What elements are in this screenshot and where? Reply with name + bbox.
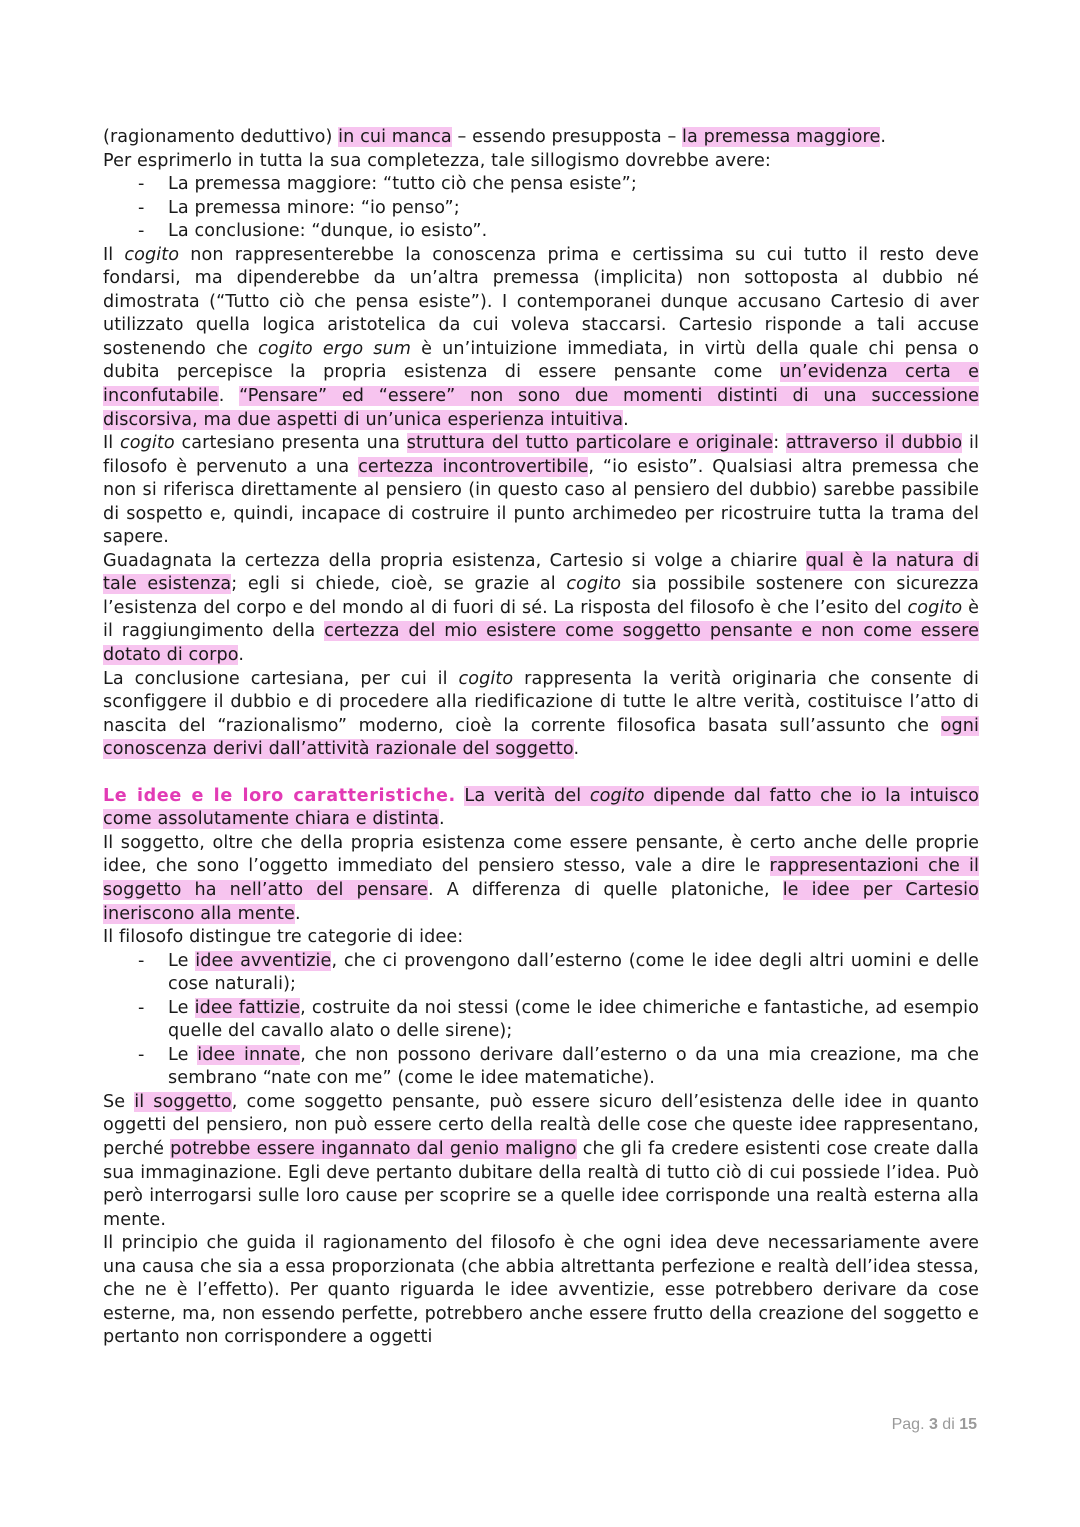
highlight: certezza incontrovertibile [358, 456, 589, 477]
spacer [103, 762, 979, 785]
highlight: il soggetto [134, 1091, 232, 1112]
list-item: - La premessa minore: “io penso”; [168, 197, 979, 221]
idea-categories-list [103, 950, 979, 1091]
highlight: rappresentazioni che il soggetto ha nell’atto del pensare [103, 856, 979, 900]
highlight: idee innate [197, 1044, 301, 1065]
paragraph-rationalism: La conclusione cartesiana, per cui il cogito rappresenta la verità originaria che consente di sconfiggere il dubbio e di procedere alla riedificazione di tutte le altre verità, costituisce l’atto di nascita del “razionalismo” moderno, cioè la corrente filosofica basata sull’assunto che ogni conoscenza derivi dall’attività razionale del soggetto. [103, 668, 979, 760]
paragraph-cogito-structure: Il cogito cartesiano presenta una struttura del tutto particolare e originale: attraverso il dubbio il filosofo è pervenuto a una certezza incontrovertibile, “io esisto”. Qualsiasi altra premessa che non si riferisca direttamente al pensiero (in questo caso al pensiero del dubbio) sarebbe passibile di sospetto e, quindi, incapace di costruire il punto archimedeo per ricostruire tutta la trama del sapere. [103, 433, 979, 548]
paragraph-section-ideas: Le idee e le loro caratteristiche. La verità del cogito dipende dal fatto che io la intuisco come assolutamente chiara e distinta. [103, 785, 979, 830]
highlight: idee avventizie [195, 950, 332, 971]
highlight: La verità del cogito dipende dal fatto che io la intuisco come assolutamente chiara e distinta [103, 785, 979, 830]
list-item: - Le idee fattizie, costruite da noi stessi (come le idee chimeriche e fantastiche, ad esempio quelle del cavallo alato o delle sirene); [168, 997, 979, 1044]
list-item: - La conclusione: “dunque, io esisto”. [168, 220, 979, 244]
highlight: qual è la natura di tale esistenza [103, 550, 979, 595]
list-item: - La premessa maggiore: “tutto ciò che pensa esiste”; [168, 173, 979, 197]
highlight: la premessa maggiore [682, 127, 881, 147]
paragraph-ideas-object: Il soggetto, oltre che della propria esistenza come essere pensante, è certo anche delle proprie idee, che sono l’oggetto immediato del pensiero stesso, vale a dire le rappresentazioni che il soggetto ha nell’atto del pensare. A differenza di quelle platoniche, le idee per Cartesio ineriscono alla mente. [103, 832, 980, 924]
highlight: “Pensare” ed “essere” non sono due momenti distinti di una successione discorsiva, ma due aspetti di un’unica esperienza intuitiva [103, 386, 980, 430]
highlight: certezza del mio esistere come soggetto pensante e non come essere dotato di corpo [103, 621, 979, 666]
paragraph-categories-intro: Il filosofo distingue tre categorie di idee: [103, 927, 464, 948]
highlight: struttura del tutto particolare e originale [406, 433, 774, 454]
highlight: ogni conoscenza derivi dall’attività razionale del soggetto [103, 715, 979, 760]
paragraph-existence-nature: Guadagnata la certezza della propria esistenza, Cartesio si volge a chiarire qual è la natura di tale esistenza; egli si chiede, cioè, se grazie al cogito sia possibile sostenere con sicurezza l’esistenza del corpo e del mondo al di fuori di sé. La risposta del filosofo è che l’esito del cogito è il raggiungimento della certezza del mio esistere come soggetto pensante e non come essere dotato di corpo. [103, 550, 979, 666]
list-item: - Le idee innate, che non possono derivare dall’esterno o da una mia creazione, ma che sembrano “nate con me” (come le idee matematiche). [168, 1044, 979, 1091]
section-title: Le idee e le loro caratteristiche. [103, 785, 456, 806]
document-page [103, 126, 979, 1350]
highlight: potrebbe essere ingannato dal genio maligno [170, 1138, 577, 1159]
paragraph-genio-maligno: Se il soggetto, come soggetto pensante, può essere sicuro dell’esistenza delle idee in quanto oggetti del pensiero, non può essere certo della realtà delle cose che queste idee rappresentano, perché potrebbe essere ingannato dal genio maligno che gli fa credere esistenti cose create dalla sua immaginazione. Egli deve pertanto dubitare della realtà di tutto ciò di cui possiede l’idea. Può però interrogarsi sulle loro cause per scoprire se a quelle idee corrisponde una realtà esterna alla mente. [103, 1091, 980, 1230]
highlight: le idee per Cartesio ineriscono alla mente [103, 879, 980, 924]
highlight: attraverso il dubbio [785, 433, 963, 454]
paragraph-cogito-critique: Il cogito non rappresenterebbe la conoscenza prima e certissima su cui tutto il resto deve fondarsi, ma dipenderebbe da un’altra premessa (implicita) non sottoposta al dubbio né dimostrata (“Tutto ciò che pensa esiste”). I contemporanei dunque accusano Cartesio di aver utilizzato quella logica aristotelica da cui voleva staccarsi. Cartesio risponde a tali accuse sostenendo che cogito ergo sum è un’intuizione immediata, in virtù della quale chi pensa o dubita percepisce la propria esistenza di essere pensante come un’evidenza certa e inconfutabile. “Pensare” ed “essere” non sono due momenti distinti di una successione discorsiva, ma due aspetti di un’unica esperienza intuitiva. [103, 244, 980, 430]
list-item: - Le idee avventizie, che ci provengono dall’esterno (come le idee degli altri uomini e delle cose naturali); [168, 950, 979, 997]
highlight: idee fattizie [194, 997, 301, 1018]
highlight: in cui manca [338, 127, 452, 147]
highlight: un’evidenza certa e inconfutabile [103, 362, 979, 407]
page-number: Pag. 3 di 15 [891, 1416, 977, 1433]
paragraph-syllogism: (ragionamento deduttivo) in cui manca – essendo presupposta – la premessa maggiore. Per esprimerlo in tutta la sua completezza, tale sillogismo dovrebbe avere: [103, 127, 887, 171]
paragraph-causality-principle: Il principio che guida il ragionamento del filosofo è che ogni idea deve necessariamente avere una causa che sia a essa proporzionata (che abbia altrettanta perfezione e realtà dell’idea stessa, che ne è l’effetto). Per quanto riguarda le idee avventizie, esse potrebbero derivare da cose esterne, ma, non essendo perfette, potrebbero anche essere frutto della creazione del soggetto e pertanto non corrispondere a oggetti [103, 1233, 979, 1348]
premises-list [103, 173, 979, 244]
